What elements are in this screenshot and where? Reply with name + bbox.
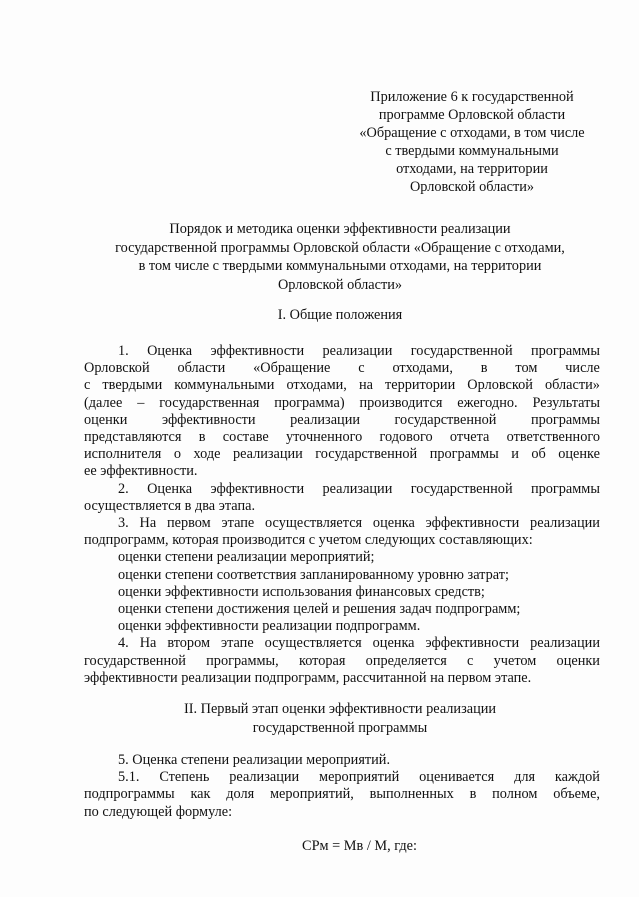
word: На: [139, 515, 157, 532]
title-line: Порядок и методика оценки эффективности реализации: [169, 221, 511, 237]
word: территории: [385, 377, 456, 394]
word: Результаты: [532, 394, 600, 411]
word: первом: [167, 515, 211, 532]
text-line: [84, 377, 600, 394]
appendix-header: [322, 88, 622, 196]
word: отходами,: [286, 377, 347, 394]
word: об: [531, 446, 546, 463]
word: производится: [359, 394, 443, 411]
word: реализации: [530, 515, 600, 532]
word: ежегодно.: [457, 394, 518, 411]
word: области: [177, 360, 226, 377]
word: программы: [429, 446, 499, 463]
word: этапе: [221, 515, 255, 532]
text-line: [84, 601, 600, 618]
word: полном: [492, 786, 538, 803]
word: эффективности: [210, 343, 305, 359]
text-line: [84, 670, 600, 687]
word: реализации: [322, 343, 393, 359]
word: представляются: [84, 429, 182, 446]
word: –: [137, 394, 145, 411]
title-line: государственной программы Орловской области «Обращение с отходами,: [115, 239, 565, 256]
appendix-line: программе Орловской области: [378, 107, 566, 123]
word: осуществляется: [265, 515, 363, 532]
word: эффективности: [161, 411, 256, 428]
word: оценивается: [419, 769, 495, 786]
word: отходами,: [392, 360, 453, 377]
appendix-line: «Обращение с отходами, в том числе: [359, 125, 585, 141]
text-line: [84, 481, 600, 498]
text-line: [84, 752, 600, 769]
text-line: [84, 395, 600, 412]
text-line: [84, 618, 600, 635]
word: области»: [544, 377, 600, 394]
text-line: [84, 549, 600, 566]
word: которая: [298, 652, 346, 669]
word: числе: [565, 360, 600, 377]
text-line: [84, 584, 600, 601]
word: определяется: [365, 652, 447, 669]
word: государственной: [315, 446, 418, 463]
appendix-line: отходами, на территории: [396, 161, 548, 177]
word: оценке: [558, 446, 600, 463]
word: Степень: [159, 769, 210, 786]
formula: СРм = Мв / М, где:: [302, 838, 417, 854]
word: На: [139, 635, 157, 652]
word: ходе: [193, 446, 221, 463]
section-heading-line: государственной программы: [252, 719, 428, 736]
title-line: Орловской области»: [277, 276, 403, 293]
word: в: [469, 786, 477, 803]
word: Оценка: [147, 343, 193, 359]
word: мероприятий,: [270, 786, 354, 803]
word: 3.: [118, 515, 129, 532]
word: программы: [530, 411, 600, 428]
word: эффективности реализации подпрограмм, рассчитанной на первом этапе.: [84, 669, 532, 686]
word: государственной: [394, 411, 497, 428]
section-heading-line: II. Первый этап оценки эффективности реализации: [183, 701, 497, 717]
word: 1.: [118, 343, 129, 359]
text-line: [84, 463, 600, 480]
appendix-line: с твердыми коммунальными: [385, 143, 559, 159]
section-heading-2: [60, 700, 620, 737]
word: оценки степени соответствия запланированному уровню затрат;: [118, 566, 509, 583]
word: программы: [530, 343, 600, 359]
word: Орловской: [84, 360, 150, 377]
word: и: [511, 446, 519, 463]
word: подпрограммы: [84, 786, 175, 803]
word: осуществляется: [264, 635, 362, 652]
word: (далее: [84, 394, 123, 411]
word: коммунальными: [174, 377, 275, 394]
text-line: [84, 360, 600, 377]
word: как: [190, 786, 211, 803]
text-line: [84, 515, 600, 532]
document-title: [60, 220, 620, 294]
word: составе: [222, 429, 269, 446]
word: программа): [274, 394, 345, 411]
word: отчета: [449, 429, 490, 446]
section-1-body: [84, 343, 600, 687]
word: ее эффективности.: [84, 463, 198, 480]
word: государственной: [84, 652, 186, 669]
word: оценки: [84, 411, 128, 428]
word: объеме,: [553, 786, 600, 803]
text-line: [84, 343, 600, 360]
word: 5. Оценка степени реализации мероприятий.: [118, 752, 391, 768]
word: реализации: [530, 635, 600, 652]
word: учетом: [493, 652, 537, 669]
word: 2.: [118, 480, 129, 497]
word: том: [515, 360, 538, 377]
word: каждой: [554, 769, 600, 786]
word: реализации: [232, 446, 303, 463]
word: подпрограмм, которая производится с учетом следующих составляющих:: [84, 532, 533, 549]
word: Орловской: [467, 377, 533, 394]
word: реализации: [229, 769, 300, 786]
word: о: [173, 446, 181, 463]
word: оценки эффективности реализации подпрограмм.: [118, 618, 421, 635]
word: реализации: [322, 480, 393, 497]
word: мероприятий: [319, 769, 400, 786]
text-line: [84, 532, 600, 549]
word: твердыми: [102, 377, 163, 394]
word: этапе: [220, 635, 254, 652]
word: втором: [167, 635, 210, 652]
section-heading-text: I. Общие положения: [277, 307, 403, 323]
word: оценки степени реализации мероприятий;: [118, 549, 375, 566]
word: реализации: [290, 411, 360, 428]
section-2-body: [84, 752, 600, 821]
word: государственной: [410, 480, 513, 497]
text-line: [84, 635, 600, 652]
word: эффективности: [425, 635, 520, 652]
word: с: [358, 360, 365, 377]
word: эффективности: [210, 480, 305, 497]
title-line: в том числе с твердыми коммунальными отходами, на территории: [138, 258, 542, 274]
text-line: [84, 653, 600, 670]
word: исполнителя: [84, 446, 162, 463]
text-line: [84, 567, 600, 584]
word: эффективности: [425, 515, 520, 532]
word: программы,: [206, 652, 279, 669]
word: на: [358, 377, 373, 394]
word: Оценка: [147, 480, 193, 497]
word: с: [467, 652, 474, 669]
word: ответственного: [506, 429, 600, 446]
word: годового: [379, 429, 433, 446]
word: в: [480, 360, 488, 377]
appendix-line: Приложение 6 к государственной: [370, 89, 574, 105]
word: государственная: [159, 394, 260, 411]
word: оценка: [372, 515, 415, 532]
text-line: [84, 412, 600, 429]
text-line: [84, 446, 600, 463]
word: 5.1.: [118, 769, 140, 786]
word: оценки эффективности использования финансовых средств;: [118, 583, 485, 600]
word: программы: [530, 480, 600, 497]
text-line: [84, 804, 600, 821]
word: 4.: [118, 635, 129, 652]
word: уточненного: [285, 429, 363, 446]
word: для: [514, 769, 536, 786]
word: осуществляется в два этапа.: [84, 497, 256, 514]
section-heading-1: [60, 306, 620, 325]
appendix-line: Орловской области»: [409, 179, 535, 195]
word: с: [84, 377, 91, 394]
text-line: [84, 429, 600, 446]
word: оценки: [556, 652, 600, 669]
word: оценка: [372, 635, 415, 652]
word: оценки степени достижения целей и решения задач подпрограмм;: [118, 601, 521, 618]
word: государственной: [410, 343, 513, 359]
word: по следующей формуле:: [84, 803, 233, 820]
word: доля: [226, 786, 255, 803]
text-line: [84, 769, 600, 786]
text-line: [84, 498, 600, 515]
word: выполненных: [369, 786, 454, 803]
text-line: [84, 786, 600, 803]
word: «Обращение: [253, 360, 331, 377]
word: в: [198, 429, 206, 446]
